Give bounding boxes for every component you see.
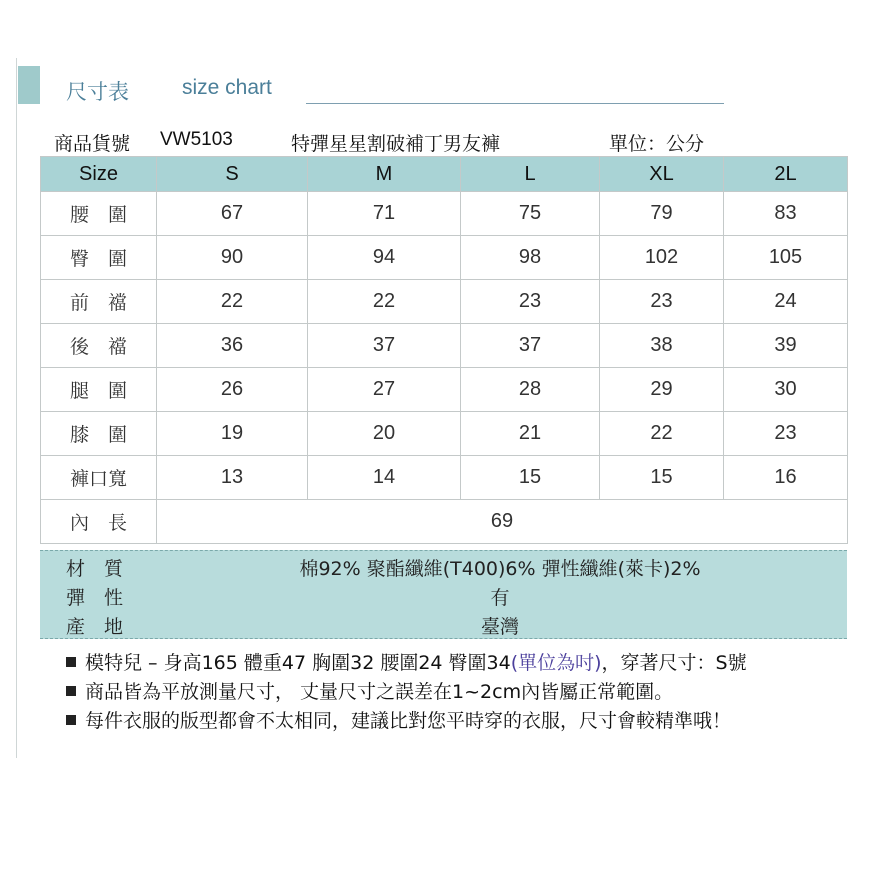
table-row bbox=[41, 324, 848, 368]
info-label: 產 地 bbox=[66, 616, 124, 638]
table-cell: 27 bbox=[308, 368, 461, 412]
column-header: S bbox=[157, 157, 308, 192]
row-label: 腿 圍 bbox=[41, 368, 157, 412]
table-row bbox=[41, 192, 848, 236]
row-label: 後 襠 bbox=[41, 324, 157, 368]
table-header-row bbox=[41, 157, 848, 192]
table-cell: 23 bbox=[724, 412, 848, 456]
inseam-value: 69 bbox=[157, 500, 848, 544]
table-cell: 39 bbox=[724, 324, 848, 368]
table-cell: 75 bbox=[461, 192, 600, 236]
table-cell: 22 bbox=[600, 412, 724, 456]
note-fit-text: 每件衣服的版型都會不太相同，建議比對您平時穿的衣服，尺寸會較精準哦！ bbox=[85, 710, 732, 732]
info-row-origin bbox=[40, 609, 847, 638]
column-header: M bbox=[308, 157, 461, 192]
table-cell: 30 bbox=[724, 368, 848, 412]
table-row-inseam bbox=[41, 500, 848, 544]
column-header: XL bbox=[600, 157, 724, 192]
square-bullet-icon bbox=[66, 686, 76, 696]
table-cell: 83 bbox=[724, 192, 848, 236]
table-cell: 79 bbox=[600, 192, 724, 236]
row-label: 褲口寬 bbox=[41, 456, 157, 500]
table-cell: 29 bbox=[600, 368, 724, 412]
product-code-label: 商品貨號 bbox=[54, 133, 131, 155]
table-cell: 90 bbox=[157, 236, 308, 280]
left-rule bbox=[16, 58, 17, 758]
table-cell: 16 bbox=[724, 456, 848, 500]
table-cell: 23 bbox=[600, 280, 724, 324]
unit-label: 單位：公分 bbox=[609, 133, 705, 155]
table-cell: 21 bbox=[461, 412, 600, 456]
info-row-material bbox=[40, 551, 847, 580]
column-header: Size bbox=[41, 157, 157, 192]
table-cell: 37 bbox=[308, 324, 461, 368]
square-bullet-icon bbox=[66, 715, 76, 725]
note-model-unit: (單位為吋) bbox=[510, 652, 602, 674]
table-row bbox=[41, 456, 848, 500]
table-cell: 102 bbox=[600, 236, 724, 280]
info-label: 彈 性 bbox=[66, 587, 124, 609]
table-cell: 105 bbox=[724, 236, 848, 280]
row-label: 前 襠 bbox=[41, 280, 157, 324]
title-accent-block bbox=[18, 66, 40, 104]
info-value: 臺灣 bbox=[480, 616, 519, 638]
table-cell: 23 bbox=[461, 280, 600, 324]
note-measurement-text: 商品皆為平放測量尺寸， 丈量尺寸之誤差在1~2cm內皆屬正常範圍。 bbox=[85, 681, 674, 703]
table-row bbox=[41, 412, 848, 456]
notes-list bbox=[66, 648, 747, 735]
table-cell: 22 bbox=[308, 280, 461, 324]
table-cell: 98 bbox=[461, 236, 600, 280]
size-table bbox=[40, 156, 848, 544]
note-model bbox=[66, 648, 747, 677]
row-label: 腰 圍 bbox=[41, 192, 157, 236]
table-cell: 15 bbox=[600, 456, 724, 500]
square-bullet-icon bbox=[66, 657, 76, 667]
product-code: VW5103 bbox=[160, 129, 233, 150]
row-label: 內 長 bbox=[41, 500, 157, 544]
table-row bbox=[41, 236, 848, 280]
title-underline bbox=[306, 103, 724, 104]
info-label: 材 質 bbox=[66, 558, 124, 580]
table-row bbox=[41, 368, 848, 412]
material-info-block bbox=[40, 550, 847, 639]
table-cell: 14 bbox=[308, 456, 461, 500]
info-value: 有 bbox=[490, 587, 510, 609]
note-model-size: ，穿著尺寸：S號 bbox=[601, 652, 747, 674]
table-cell: 15 bbox=[461, 456, 600, 500]
table-cell: 19 bbox=[157, 412, 308, 456]
title-zh: 尺寸表 bbox=[66, 80, 129, 104]
table-row bbox=[41, 280, 848, 324]
note-model-text: 模特兒 – 身高165 體重47 胸圍32 腰圍24 臀圍34 bbox=[85, 652, 511, 674]
table-cell: 71 bbox=[308, 192, 461, 236]
column-header: 2L bbox=[724, 157, 848, 192]
row-label: 臀 圍 bbox=[41, 236, 157, 280]
table-cell: 36 bbox=[157, 324, 308, 368]
table-cell: 26 bbox=[157, 368, 308, 412]
column-header: L bbox=[461, 157, 600, 192]
table-cell: 38 bbox=[600, 324, 724, 368]
product-name: 特彈星星割破補丁男友褲 bbox=[291, 133, 501, 155]
table-cell: 22 bbox=[157, 280, 308, 324]
table-cell: 24 bbox=[724, 280, 848, 324]
table-cell: 28 bbox=[461, 368, 600, 412]
info-row-elasticity bbox=[40, 580, 847, 609]
note-measurement bbox=[66, 677, 747, 706]
info-value: 棉92% 聚酯纖維(T400)6% 彈性纖維(萊卡)2% bbox=[299, 558, 701, 580]
note-fit bbox=[66, 706, 747, 735]
table-cell: 13 bbox=[157, 456, 308, 500]
table-cell: 67 bbox=[157, 192, 308, 236]
title-en: size chart bbox=[182, 76, 272, 99]
table-cell: 37 bbox=[461, 324, 600, 368]
row-label: 膝 圍 bbox=[41, 412, 157, 456]
table-cell: 94 bbox=[308, 236, 461, 280]
table-cell: 20 bbox=[308, 412, 461, 456]
